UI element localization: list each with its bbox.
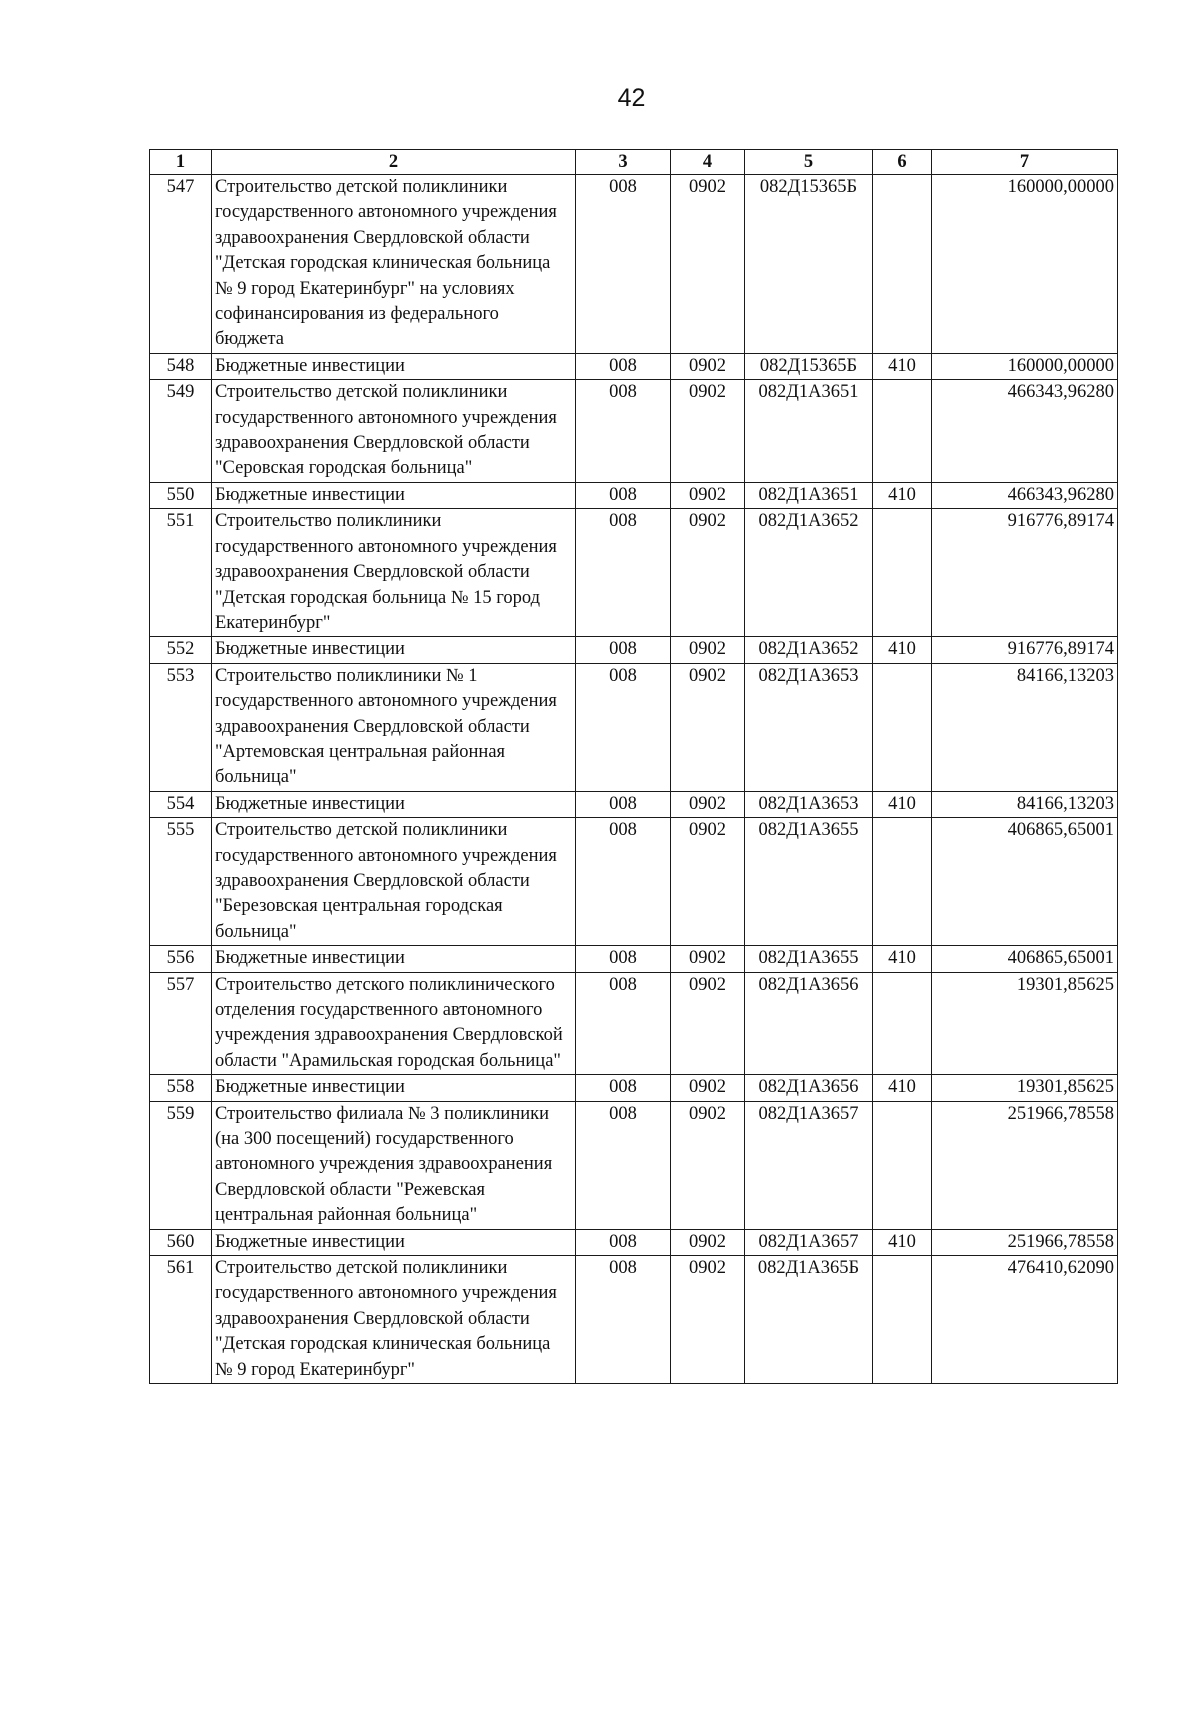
code-col5: 082Д1А3657 [745, 1229, 873, 1255]
code-col4: 0902 [671, 1256, 745, 1384]
item-name: Строительство детской поликлиники государственного автономного учреждения здравоохранения Свердловской области "Серовская городская больница" [212, 380, 576, 483]
code-col5: 082Д1А3657 [745, 1101, 873, 1229]
row-number: 553 [150, 663, 212, 791]
code-col6 [873, 663, 932, 791]
code-col4: 0902 [671, 509, 745, 637]
code-col5: 082Д1А3655 [745, 946, 873, 972]
code-col5: 082Д1А3651 [745, 380, 873, 483]
code-col4: 0902 [671, 1075, 745, 1101]
amount: 466343,96280 [932, 380, 1118, 483]
code-col6: 410 [873, 791, 932, 817]
amount: 406865,65001 [932, 946, 1118, 972]
code-col5: 082Д1А3652 [745, 509, 873, 637]
row-number: 559 [150, 1101, 212, 1229]
code-col4: 0902 [671, 637, 745, 663]
row-number: 550 [150, 482, 212, 508]
code-col6 [873, 972, 932, 1075]
code-col4: 0902 [671, 946, 745, 972]
code-col5: 082Д15365Б [745, 175, 873, 354]
table-row [150, 637, 1118, 663]
item-name: Строительство детской поликлиники государственного автономного учреждения здравоохранения Свердловской области "Детская городская клиническая больница № 9 город Екатеринбург" [212, 1256, 576, 1384]
row-number: 556 [150, 946, 212, 972]
header-cell-5: 5 [745, 150, 873, 175]
item-name: Бюджетные инвестиции [212, 1229, 576, 1255]
table-row [150, 1229, 1118, 1255]
amount: 19301,85625 [932, 972, 1118, 1075]
row-number: 555 [150, 818, 212, 946]
item-name: Строительство детского поликлинического отделения государственного автономного учреждения здравоохранения Свердловской области "Арамильская городская больница" [212, 972, 576, 1075]
code-col6: 410 [873, 1075, 932, 1101]
table-header [150, 150, 1118, 175]
code-col4: 0902 [671, 380, 745, 483]
table-row [150, 175, 1118, 354]
code-col6 [873, 175, 932, 354]
code-col5: 082Д1А365Б [745, 1256, 873, 1384]
row-number: 551 [150, 509, 212, 637]
header-cell-7: 7 [932, 150, 1118, 175]
amount: 84166,13203 [932, 791, 1118, 817]
table-row [150, 380, 1118, 483]
code-col6: 410 [873, 353, 932, 379]
row-number: 557 [150, 972, 212, 1075]
amount: 916776,89174 [932, 637, 1118, 663]
item-name: Строительство поликлиники № 1 государственного автономного учреждения здравоохранения Свердловской области "Артемовская центральная районная больница" [212, 663, 576, 791]
header-cell-2: 2 [212, 150, 576, 175]
page-number: 42 [617, 84, 646, 112]
code-col3: 008 [576, 1075, 671, 1101]
code-col6: 410 [873, 482, 932, 508]
amount: 476410,62090 [932, 1256, 1118, 1384]
code-col4: 0902 [671, 1101, 745, 1229]
code-col5: 082Д1А3652 [745, 637, 873, 663]
amount: 466343,96280 [932, 482, 1118, 508]
row-number: 560 [150, 1229, 212, 1255]
code-col3: 008 [576, 353, 671, 379]
row-number: 561 [150, 1256, 212, 1384]
code-col3: 008 [576, 1256, 671, 1384]
code-col3: 008 [576, 380, 671, 483]
amount: 84166,13203 [932, 663, 1118, 791]
table-row [150, 972, 1118, 1075]
code-col5: 082Д1А3651 [745, 482, 873, 508]
amount: 160000,00000 [932, 353, 1118, 379]
code-col3: 008 [576, 175, 671, 354]
item-name: Бюджетные инвестиции [212, 637, 576, 663]
item-name: Бюджетные инвестиции [212, 946, 576, 972]
code-col3: 008 [576, 509, 671, 637]
header-cell-3: 3 [576, 150, 671, 175]
code-col5: 082Д1А3656 [745, 972, 873, 1075]
item-name: Строительство детской поликлиники государственного автономного учреждения здравоохранения Свердловской области "Березовская центральная городская больница" [212, 818, 576, 946]
code-col6 [873, 380, 932, 483]
table-row [150, 1101, 1118, 1229]
amount: 916776,89174 [932, 509, 1118, 637]
item-name: Строительство поликлиники государственного автономного учреждения здравоохранения Свердловской области "Детская городская больница № 15 город Екатеринбург" [212, 509, 576, 637]
table-row [150, 482, 1118, 508]
code-col6 [873, 818, 932, 946]
code-col5: 082Д1А3656 [745, 1075, 873, 1101]
code-col5: 082Д1А3655 [745, 818, 873, 946]
item-name: Бюджетные инвестиции [212, 482, 576, 508]
code-col4: 0902 [671, 175, 745, 354]
item-name: Бюджетные инвестиции [212, 1075, 576, 1101]
budget-table [149, 149, 1118, 1384]
header-cell-6: 6 [873, 150, 932, 175]
table-row [150, 1075, 1118, 1101]
table-row [150, 509, 1118, 637]
code-col4: 0902 [671, 818, 745, 946]
item-name: Строительство детской поликлиники государственного автономного учреждения здравоохранения Свердловской области "Детская городская клиническая больница № 9 город Екатеринбург" на условиях софинансирования из федерального бюджета [212, 175, 576, 354]
code-col3: 008 [576, 482, 671, 508]
code-col3: 008 [576, 1229, 671, 1255]
item-name: Бюджетные инвестиции [212, 353, 576, 379]
row-number: 558 [150, 1075, 212, 1101]
item-name: Строительство филиала № 3 поликлиники (на 300 посещений) государственного автономного учреждения здравоохранения Свердловской области "Режевская центральная районная больница" [212, 1101, 576, 1229]
code-col6: 410 [873, 1229, 932, 1255]
code-col3: 008 [576, 791, 671, 817]
code-col3: 008 [576, 818, 671, 946]
amount: 406865,65001 [932, 818, 1118, 946]
row-number: 549 [150, 380, 212, 483]
table-body [150, 175, 1118, 1384]
code-col3: 008 [576, 972, 671, 1075]
amount: 19301,85625 [932, 1075, 1118, 1101]
row-number: 552 [150, 637, 212, 663]
item-name: Бюджетные инвестиции [212, 791, 576, 817]
code-col6: 410 [873, 946, 932, 972]
code-col6 [873, 1101, 932, 1229]
row-number: 547 [150, 175, 212, 354]
row-number: 548 [150, 353, 212, 379]
code-col3: 008 [576, 663, 671, 791]
code-col3: 008 [576, 1101, 671, 1229]
code-col3: 008 [576, 637, 671, 663]
code-col4: 0902 [671, 972, 745, 1075]
header-cell-4: 4 [671, 150, 745, 175]
code-col4: 0902 [671, 1229, 745, 1255]
code-col4: 0902 [671, 353, 745, 379]
code-col6: 410 [873, 637, 932, 663]
code-col5: 082Д1А3653 [745, 791, 873, 817]
code-col4: 0902 [671, 482, 745, 508]
code-col6 [873, 509, 932, 637]
table-row [150, 353, 1118, 379]
code-col5: 082Д1А3653 [745, 663, 873, 791]
code-col6 [873, 1256, 932, 1384]
table-row [150, 791, 1118, 817]
amount: 251966,78558 [932, 1229, 1118, 1255]
code-col4: 0902 [671, 791, 745, 817]
table-row [150, 1256, 1118, 1384]
code-col5: 082Д15365Б [745, 353, 873, 379]
code-col4: 0902 [671, 663, 745, 791]
amount: 251966,78558 [932, 1101, 1118, 1229]
table-row [150, 818, 1118, 946]
table-row [150, 663, 1118, 791]
table-row [150, 946, 1118, 972]
row-number: 554 [150, 791, 212, 817]
header-row [150, 150, 1118, 175]
header-cell-1: 1 [150, 150, 212, 175]
code-col3: 008 [576, 946, 671, 972]
amount: 160000,00000 [932, 175, 1118, 354]
